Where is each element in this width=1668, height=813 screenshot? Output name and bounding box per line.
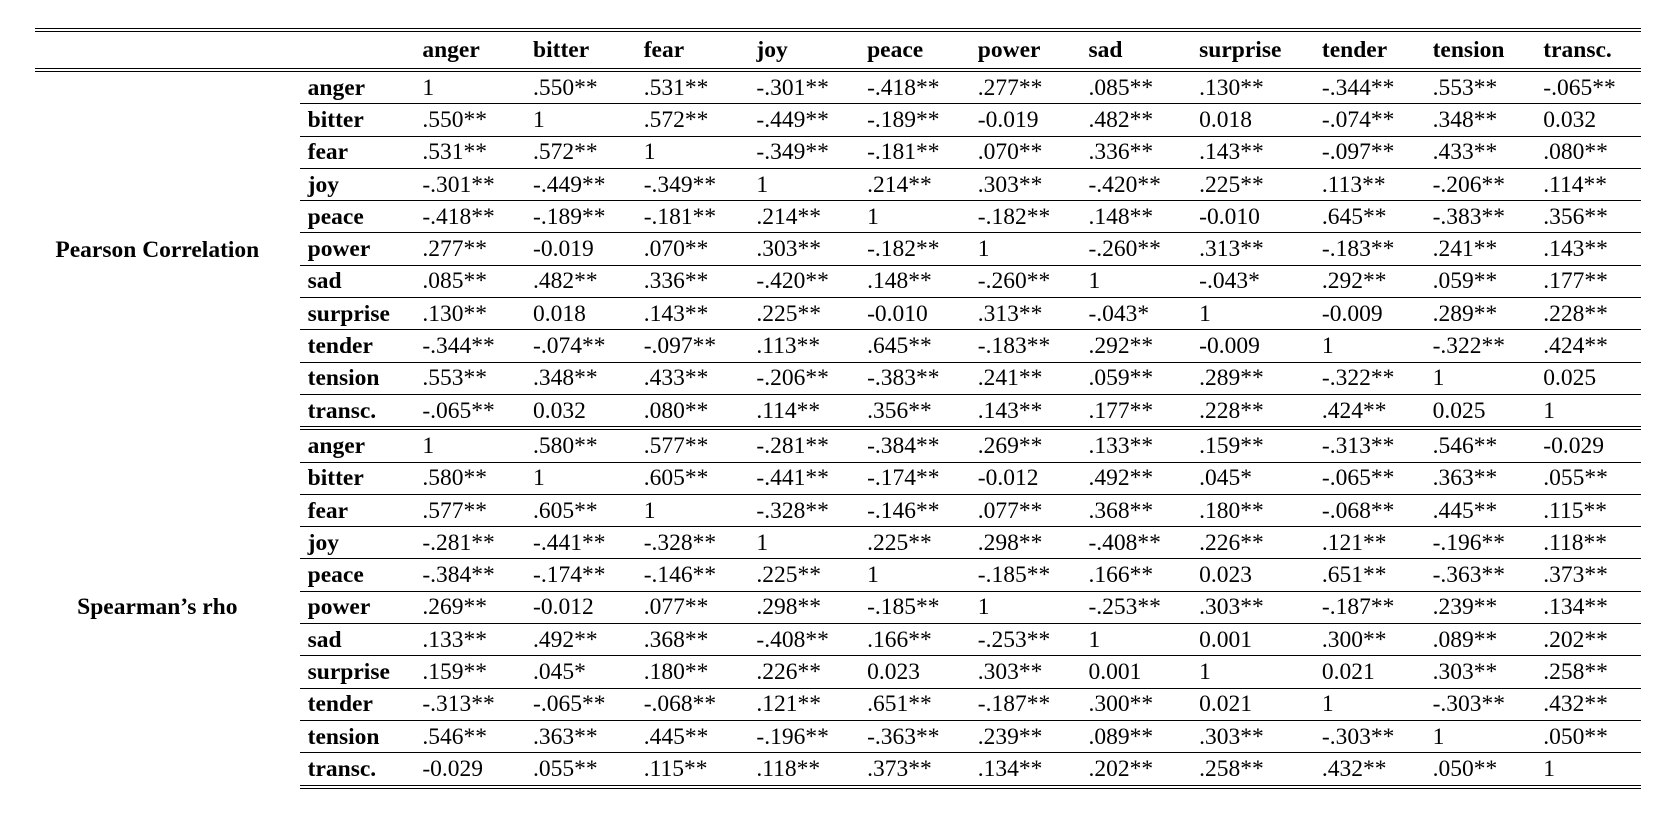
table-cell: .336** bbox=[1080, 136, 1191, 168]
header-empty-row bbox=[300, 30, 415, 70]
table-cell: .356** bbox=[859, 394, 970, 428]
table-cell: .045* bbox=[525, 656, 636, 688]
table-cell: -.441** bbox=[525, 527, 636, 559]
row-label: power bbox=[300, 233, 415, 265]
table-cell: .277** bbox=[970, 70, 1081, 104]
table-cell: .258** bbox=[1535, 656, 1641, 688]
table-cell: .166** bbox=[1080, 559, 1191, 591]
table-cell: -.253** bbox=[1080, 591, 1191, 623]
table-cell: -.383** bbox=[1425, 201, 1536, 233]
table-cell: .292** bbox=[1314, 265, 1425, 297]
row-label: sad bbox=[300, 265, 415, 297]
table-cell: .445** bbox=[636, 720, 749, 752]
table-cell: .115** bbox=[636, 753, 749, 787]
table-cell: 1 bbox=[1314, 330, 1425, 362]
table-cell: .433** bbox=[1425, 136, 1536, 168]
table-cell: .115** bbox=[1535, 494, 1641, 526]
table-cell: 1 bbox=[859, 201, 970, 233]
table-cell: 1 bbox=[414, 428, 525, 462]
table-cell: 1 bbox=[1191, 298, 1314, 330]
table-cell: -0.010 bbox=[1191, 201, 1314, 233]
table-cell: 1 bbox=[970, 591, 1081, 623]
table-cell: .651** bbox=[859, 688, 970, 720]
table-cell: -.068** bbox=[636, 688, 749, 720]
row-label: surprise bbox=[300, 298, 415, 330]
row-label: power bbox=[300, 591, 415, 623]
table-cell: .070** bbox=[636, 233, 749, 265]
table-cell: -.043* bbox=[1080, 298, 1191, 330]
table-cell: -.383** bbox=[859, 362, 970, 394]
table-cell: .368** bbox=[636, 624, 749, 656]
table-cell: .214** bbox=[748, 201, 859, 233]
table-cell: .303** bbox=[970, 168, 1081, 200]
table-cell: .605** bbox=[525, 494, 636, 526]
table-cell: .148** bbox=[859, 265, 970, 297]
table-cell: .258** bbox=[1191, 753, 1314, 787]
table-cell: .159** bbox=[1191, 428, 1314, 462]
table-cell: .531** bbox=[414, 136, 525, 168]
column-header-sad: sad bbox=[1080, 30, 1191, 70]
table-cell: .050** bbox=[1535, 720, 1641, 752]
table-cell: -.363** bbox=[859, 720, 970, 752]
table-cell: -.065** bbox=[414, 394, 525, 428]
table-cell: .202** bbox=[1535, 624, 1641, 656]
table-cell: 0.018 bbox=[525, 298, 636, 330]
table-cell: .077** bbox=[970, 494, 1081, 526]
table-cell: .432** bbox=[1314, 753, 1425, 787]
table-cell: -.344** bbox=[1314, 70, 1425, 104]
table-cell: -.187** bbox=[1314, 591, 1425, 623]
table-cell: -.185** bbox=[859, 591, 970, 623]
column-header-anger: anger bbox=[414, 30, 525, 70]
table-cell: .225** bbox=[859, 527, 970, 559]
table-cell: 1 bbox=[525, 462, 636, 494]
row-label: tender bbox=[300, 330, 415, 362]
table-cell: .114** bbox=[748, 394, 859, 428]
row-label: anger bbox=[300, 70, 415, 104]
row-label: bitter bbox=[300, 462, 415, 494]
table-cell: .059** bbox=[1080, 362, 1191, 394]
table-cell: .492** bbox=[1080, 462, 1191, 494]
column-header-surprise: surprise bbox=[1191, 30, 1314, 70]
table-cell: 0.023 bbox=[859, 656, 970, 688]
table-cell: .239** bbox=[1425, 591, 1536, 623]
table-cell: -.146** bbox=[636, 559, 749, 591]
table-cell: .289** bbox=[1191, 362, 1314, 394]
table-cell: .130** bbox=[1191, 70, 1314, 104]
table-cell: -.182** bbox=[859, 233, 970, 265]
table-cell: -.189** bbox=[525, 201, 636, 233]
table-cell: .177** bbox=[1535, 265, 1641, 297]
table-cell: .550** bbox=[414, 104, 525, 136]
table-cell: 1 bbox=[1191, 656, 1314, 688]
table-cell: .553** bbox=[414, 362, 525, 394]
table-cell: -.281** bbox=[414, 527, 525, 559]
table-cell: -.384** bbox=[414, 559, 525, 591]
column-header-power: power bbox=[970, 30, 1081, 70]
table-cell: .134** bbox=[970, 753, 1081, 787]
table-cell: -0.012 bbox=[970, 462, 1081, 494]
row-label: tender bbox=[300, 688, 415, 720]
table-cell: .303** bbox=[748, 233, 859, 265]
correlation-table-container bbox=[35, 28, 1641, 789]
table-cell: -.449** bbox=[748, 104, 859, 136]
table-cell: -.097** bbox=[1314, 136, 1425, 168]
table-cell: .180** bbox=[1191, 494, 1314, 526]
table-cell: 0.032 bbox=[1535, 104, 1641, 136]
table-cell: -.384** bbox=[859, 428, 970, 462]
table-cell: -.174** bbox=[525, 559, 636, 591]
table-cell: .482** bbox=[525, 265, 636, 297]
column-header-peace: peace bbox=[859, 30, 970, 70]
column-header-fear: fear bbox=[636, 30, 749, 70]
table-cell: .055** bbox=[525, 753, 636, 787]
table-cell: -0.019 bbox=[970, 104, 1081, 136]
row-label: anger bbox=[300, 428, 415, 462]
table-cell: .050** bbox=[1425, 753, 1536, 787]
row-label: tension bbox=[300, 720, 415, 752]
table-cell: -.441** bbox=[748, 462, 859, 494]
table-cell: .080** bbox=[1535, 136, 1641, 168]
table-cell: -0.009 bbox=[1314, 298, 1425, 330]
table-cell: 0.032 bbox=[525, 394, 636, 428]
table-cell: 0.025 bbox=[1535, 362, 1641, 394]
table-cell: -.068** bbox=[1314, 494, 1425, 526]
column-header-tender: tender bbox=[1314, 30, 1425, 70]
table-cell: .113** bbox=[748, 330, 859, 362]
table-cell: .241** bbox=[970, 362, 1081, 394]
table-cell: .113** bbox=[1314, 168, 1425, 200]
table-cell: .577** bbox=[636, 428, 749, 462]
table-cell: .572** bbox=[636, 104, 749, 136]
table-cell: .546** bbox=[1425, 428, 1536, 462]
table-cell: .180** bbox=[636, 656, 749, 688]
row-label: joy bbox=[300, 527, 415, 559]
table-cell: -.281** bbox=[748, 428, 859, 462]
table-cell: .228** bbox=[1535, 298, 1641, 330]
table-cell: .432** bbox=[1535, 688, 1641, 720]
table-cell: .363** bbox=[525, 720, 636, 752]
table-cell: 1 bbox=[748, 527, 859, 559]
table-cell: .363** bbox=[1425, 462, 1536, 494]
table-cell: .356** bbox=[1535, 201, 1641, 233]
header-empty-group bbox=[35, 30, 300, 70]
row-label: transc. bbox=[300, 753, 415, 787]
table-cell: .292** bbox=[1080, 330, 1191, 362]
table-cell: .303** bbox=[1191, 720, 1314, 752]
table-cell: -0.012 bbox=[525, 591, 636, 623]
row-label: tension bbox=[300, 362, 415, 394]
table-cell: -.418** bbox=[414, 201, 525, 233]
table-cell: 0.001 bbox=[1191, 624, 1314, 656]
table-cell: 1 bbox=[1425, 720, 1536, 752]
table-cell: .089** bbox=[1080, 720, 1191, 752]
table-cell: -.253** bbox=[970, 624, 1081, 656]
table-cell: 1 bbox=[1535, 753, 1641, 787]
table-cell: .085** bbox=[1080, 70, 1191, 104]
table-cell: -.349** bbox=[748, 136, 859, 168]
table-cell: .118** bbox=[748, 753, 859, 787]
table-cell: -.181** bbox=[636, 201, 749, 233]
table-cell: -.313** bbox=[414, 688, 525, 720]
table-cell: 1 bbox=[414, 70, 525, 104]
table-row bbox=[35, 428, 1641, 462]
table-cell: 0.025 bbox=[1425, 394, 1536, 428]
table-cell: .059** bbox=[1425, 265, 1536, 297]
table-cell: .553** bbox=[1425, 70, 1536, 104]
table-cell: .045* bbox=[1191, 462, 1314, 494]
table-cell: 0.021 bbox=[1191, 688, 1314, 720]
table-cell: -.196** bbox=[1425, 527, 1536, 559]
table-cell: .433** bbox=[636, 362, 749, 394]
table-cell: -.043* bbox=[1191, 265, 1314, 297]
table-cell: .298** bbox=[970, 527, 1081, 559]
table-cell: .313** bbox=[1191, 233, 1314, 265]
table-cell: .546** bbox=[414, 720, 525, 752]
table-cell: .214** bbox=[859, 168, 970, 200]
table-cell: .225** bbox=[748, 559, 859, 591]
table-cell: 1 bbox=[1425, 362, 1536, 394]
table-cell: .368** bbox=[1080, 494, 1191, 526]
table-cell: .269** bbox=[970, 428, 1081, 462]
column-header-bitter: bitter bbox=[525, 30, 636, 70]
table-cell: .085** bbox=[414, 265, 525, 297]
table-cell: -.328** bbox=[636, 527, 749, 559]
table-cell: .133** bbox=[1080, 428, 1191, 462]
table-cell: .492** bbox=[525, 624, 636, 656]
table-cell: .121** bbox=[748, 688, 859, 720]
row-label: bitter bbox=[300, 104, 415, 136]
table-cell: .303** bbox=[1425, 656, 1536, 688]
column-header-transc: transc. bbox=[1535, 30, 1641, 70]
table-cell: -0.010 bbox=[859, 298, 970, 330]
table-cell: .289** bbox=[1425, 298, 1536, 330]
table-cell: -.260** bbox=[1080, 233, 1191, 265]
table-cell: .225** bbox=[748, 298, 859, 330]
table-cell: .424** bbox=[1535, 330, 1641, 362]
table-cell: .605** bbox=[636, 462, 749, 494]
table-cell: .080** bbox=[636, 394, 749, 428]
table-cell: 1 bbox=[1080, 624, 1191, 656]
table-cell: -.074** bbox=[525, 330, 636, 362]
table-cell: .089** bbox=[1425, 624, 1536, 656]
table-cell: -.074** bbox=[1314, 104, 1425, 136]
table-cell: .121** bbox=[1314, 527, 1425, 559]
table-cell: -.065** bbox=[1314, 462, 1425, 494]
table-cell: -.301** bbox=[748, 70, 859, 104]
table-cell: -.418** bbox=[859, 70, 970, 104]
table-cell: .300** bbox=[1080, 688, 1191, 720]
table-cell: -.260** bbox=[970, 265, 1081, 297]
header-row bbox=[35, 30, 1641, 70]
table-cell: -.420** bbox=[1080, 168, 1191, 200]
table-cell: -.206** bbox=[748, 362, 859, 394]
group-pearson bbox=[35, 70, 1641, 428]
table-cell: .348** bbox=[525, 362, 636, 394]
table-cell: -.322** bbox=[1425, 330, 1536, 362]
table-cell: .228** bbox=[1191, 394, 1314, 428]
table-cell: .143** bbox=[1535, 233, 1641, 265]
table-cell: .445** bbox=[1425, 494, 1536, 526]
table-cell: -0.009 bbox=[1191, 330, 1314, 362]
table-cell: .348** bbox=[1425, 104, 1536, 136]
table-cell: -0.029 bbox=[414, 753, 525, 787]
table-cell: .373** bbox=[1535, 559, 1641, 591]
table-cell: -.181** bbox=[859, 136, 970, 168]
table-cell: -.420** bbox=[748, 265, 859, 297]
table-cell: -.097** bbox=[636, 330, 749, 362]
table-cell: -.449** bbox=[525, 168, 636, 200]
table-cell: -.185** bbox=[970, 559, 1081, 591]
table-cell: .550** bbox=[525, 70, 636, 104]
table-cell: 1 bbox=[1314, 688, 1425, 720]
table-cell: 1 bbox=[636, 494, 749, 526]
table-cell: .133** bbox=[414, 624, 525, 656]
table-cell: 1 bbox=[1080, 265, 1191, 297]
table-cell: -.328** bbox=[748, 494, 859, 526]
table-cell: .114** bbox=[1535, 168, 1641, 200]
table-cell: .070** bbox=[970, 136, 1081, 168]
table-cell: 1 bbox=[859, 559, 970, 591]
table-cell: -.196** bbox=[748, 720, 859, 752]
table-cell: .077** bbox=[636, 591, 749, 623]
table-cell: .148** bbox=[1080, 201, 1191, 233]
table-cell: .572** bbox=[525, 136, 636, 168]
row-label: peace bbox=[300, 559, 415, 591]
table-cell: -.349** bbox=[636, 168, 749, 200]
table-cell: .055** bbox=[1535, 462, 1641, 494]
table-cell: .118** bbox=[1535, 527, 1641, 559]
table-cell: -.363** bbox=[1425, 559, 1536, 591]
table-cell: .482** bbox=[1080, 104, 1191, 136]
table-cell: .336** bbox=[636, 265, 749, 297]
column-header-tension: tension bbox=[1425, 30, 1536, 70]
table-cell: -.183** bbox=[970, 330, 1081, 362]
group-spearman bbox=[35, 428, 1641, 786]
table-cell: .373** bbox=[859, 753, 970, 787]
table-cell: .269** bbox=[414, 591, 525, 623]
table-cell: 1 bbox=[1535, 394, 1641, 428]
table-cell: 1 bbox=[748, 168, 859, 200]
group-label: Spearman’s rho bbox=[77, 594, 238, 621]
table-cell: .143** bbox=[636, 298, 749, 330]
table-cell: 0.018 bbox=[1191, 104, 1314, 136]
table-cell: .651** bbox=[1314, 559, 1425, 591]
table-cell: .300** bbox=[1314, 624, 1425, 656]
table-cell: -.065** bbox=[1535, 70, 1641, 104]
table-cell: -.303** bbox=[1425, 688, 1536, 720]
table-cell: -.322** bbox=[1314, 362, 1425, 394]
row-label: sad bbox=[300, 624, 415, 656]
table-cell: -.189** bbox=[859, 104, 970, 136]
table-cell: .241** bbox=[1425, 233, 1536, 265]
table-cell: 0.023 bbox=[1191, 559, 1314, 591]
row-label: joy bbox=[300, 168, 415, 200]
group-label: Pearson Correlation bbox=[55, 237, 260, 264]
table-cell: .313** bbox=[970, 298, 1081, 330]
table-cell: .277** bbox=[414, 233, 525, 265]
table-cell: 1 bbox=[525, 104, 636, 136]
table-cell: -.183** bbox=[1314, 233, 1425, 265]
table-cell: .424** bbox=[1314, 394, 1425, 428]
table-cell: .225** bbox=[1191, 168, 1314, 200]
table-cell: .226** bbox=[748, 656, 859, 688]
table-cell: -.408** bbox=[748, 624, 859, 656]
table-cell: .159** bbox=[414, 656, 525, 688]
row-label: fear bbox=[300, 494, 415, 526]
row-label: surprise bbox=[300, 656, 415, 688]
table-cell: 1 bbox=[636, 136, 749, 168]
table-cell: 0.021 bbox=[1314, 656, 1425, 688]
table-cell: -.313** bbox=[1314, 428, 1425, 462]
table-cell: -.206** bbox=[1425, 168, 1536, 200]
table-cell: .303** bbox=[970, 656, 1081, 688]
correlation-table bbox=[35, 28, 1641, 789]
table-cell: .239** bbox=[970, 720, 1081, 752]
table-cell: .645** bbox=[859, 330, 970, 362]
table-cell: .166** bbox=[859, 624, 970, 656]
table-cell: .580** bbox=[525, 428, 636, 462]
table-cell: -.301** bbox=[414, 168, 525, 200]
table-cell: -0.019 bbox=[525, 233, 636, 265]
table-cell: .134** bbox=[1535, 591, 1641, 623]
table-cell: .303** bbox=[1191, 591, 1314, 623]
table-cell: 1 bbox=[970, 233, 1081, 265]
column-header-joy: joy bbox=[748, 30, 859, 70]
table-cell: -.408** bbox=[1080, 527, 1191, 559]
table-cell: -.065** bbox=[525, 688, 636, 720]
table-cell: .143** bbox=[970, 394, 1081, 428]
table-cell: .143** bbox=[1191, 136, 1314, 168]
table-cell: -0.029 bbox=[1535, 428, 1641, 462]
table-cell: -.182** bbox=[970, 201, 1081, 233]
table-cell: .645** bbox=[1314, 201, 1425, 233]
table-cell: -.187** bbox=[970, 688, 1081, 720]
table-cell: .580** bbox=[414, 462, 525, 494]
table-cell: .531** bbox=[636, 70, 749, 104]
row-label: fear bbox=[300, 136, 415, 168]
table-row bbox=[35, 70, 1641, 104]
table-cell: 0.001 bbox=[1080, 656, 1191, 688]
row-label: peace bbox=[300, 201, 415, 233]
table-cell: -.174** bbox=[859, 462, 970, 494]
table-cell: .577** bbox=[414, 494, 525, 526]
table-cell: -.344** bbox=[414, 330, 525, 362]
table-cell: .298** bbox=[748, 591, 859, 623]
table-cell: .177** bbox=[1080, 394, 1191, 428]
table-cell: .130** bbox=[414, 298, 525, 330]
row-label: transc. bbox=[300, 394, 415, 428]
table-cell: .226** bbox=[1191, 527, 1314, 559]
table-cell: -.146** bbox=[859, 494, 970, 526]
table-cell: -.303** bbox=[1314, 720, 1425, 752]
table-cell: .202** bbox=[1080, 753, 1191, 787]
